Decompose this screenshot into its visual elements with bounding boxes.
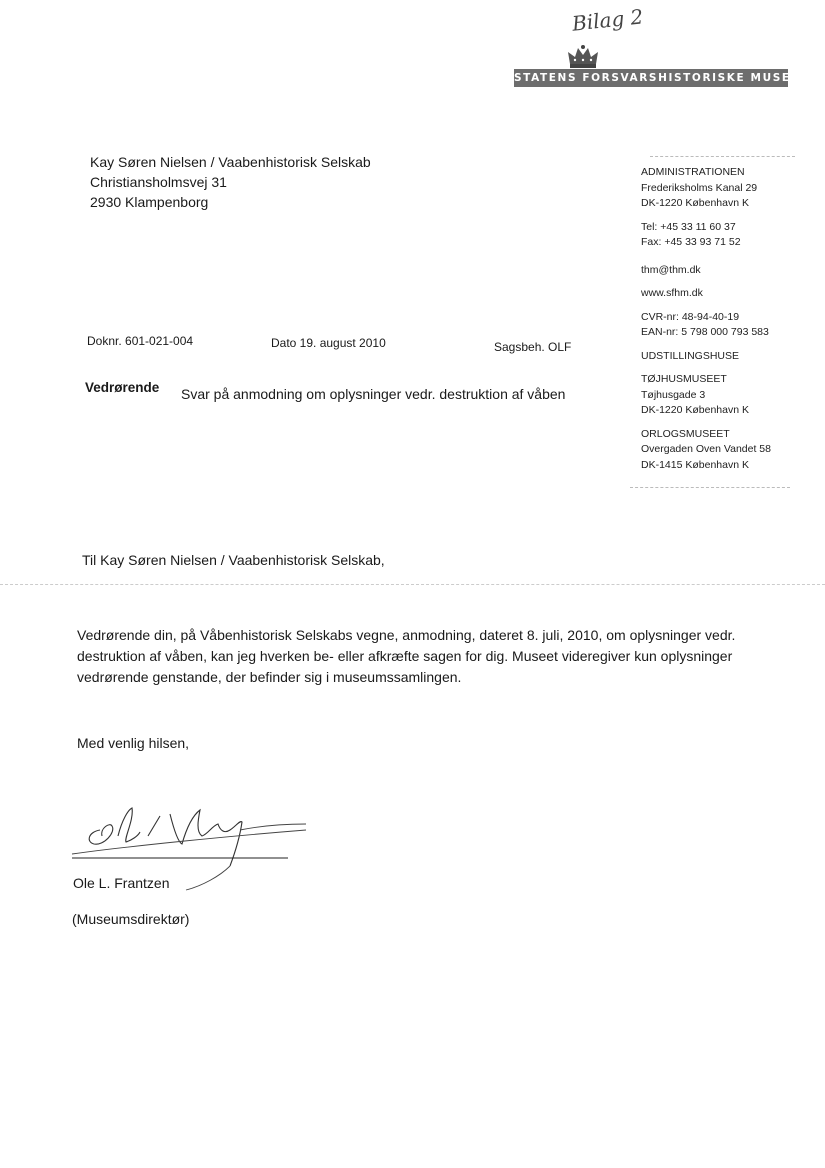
document-number: Doknr. 601-021-004 (87, 334, 194, 348)
email-address: thm@thm.dk (641, 263, 701, 276)
museum2-name: ORLOGSMUSEET (641, 427, 730, 440)
admin-city: DK-1220 København K (641, 197, 749, 209)
recipient-city: 2930 Klampenborg (90, 194, 209, 210)
letter-body: Vedrørende din, på Våbenhistorisk Selskabs vegne, anmodning, dateret 8. juli, 2010, om oplysninger vedr. destruktion af våben, kan jeg hverken be- eller afkræfte sagen for dig. Museet videregiver kun oplysninger vedrørende genstande, der befinder sig i museumssamlingen. (77, 627, 736, 685)
website: www.sfhm.dk (641, 287, 703, 299)
fax-number: Fax: +45 33 93 71 52 (641, 236, 741, 248)
recipient-address (90, 152, 371, 212)
museum-name-banner: STATENS FORSVARSHISTORISKE MUSEUM (514, 69, 788, 87)
museum1-name: TØJHUSMUSEET (641, 373, 727, 385)
phone-number: Tel: +45 33 11 60 37 (641, 220, 736, 233)
recipient-name: Kay Søren Nielsen / Vaabenhistorisk Selskab (90, 154, 371, 170)
salutation: Til Kay Søren Nielsen / Vaabenhistorisk Selskab, (82, 552, 385, 568)
sidebar-contact-info (641, 165, 771, 473)
recipient-street: Christiansholmsvej 31 (90, 174, 227, 190)
admin-title: ADMINISTRATIONEN (641, 166, 745, 178)
signer-title: (Museumsdirektør) (72, 911, 190, 927)
sidebar-bottom-divider (630, 487, 790, 488)
museum1-street: Tøjhusgade 3 (641, 388, 706, 401)
admin-street: Frederiksholms Kanal 29 (641, 181, 758, 194)
subject-label: Vedrørende (85, 380, 160, 395)
cvr-number: CVR-nr: 48-94-40-19 (641, 310, 740, 323)
handwritten-annotation: Bilag 2 (570, 4, 645, 36)
case-handler: Sagsbeh. OLF (494, 340, 572, 354)
museum2-city: DK-1415 København K (641, 458, 749, 471)
closing: Med venlig hilsen, (77, 735, 190, 751)
museum2-street: Overgaden Oven Vandet 58 (641, 443, 771, 455)
subject-text: Svar på anmodning om oplysninger vedr. destruktion af våben (181, 386, 566, 402)
ean-number: EAN-nr: 5 798 000 793 583 (641, 326, 769, 338)
body-divider (0, 584, 825, 585)
sidebar-top-divider (650, 156, 795, 157)
letter-date: Dato 19. august 2010 (271, 336, 386, 350)
museum1-city: DK-1220 København K (641, 404, 749, 416)
exhibitions-title: UDSTILLINGSHUSE (641, 349, 740, 362)
signer-name: Ole L. Frantzen (73, 875, 170, 891)
crown-icon (566, 44, 600, 70)
